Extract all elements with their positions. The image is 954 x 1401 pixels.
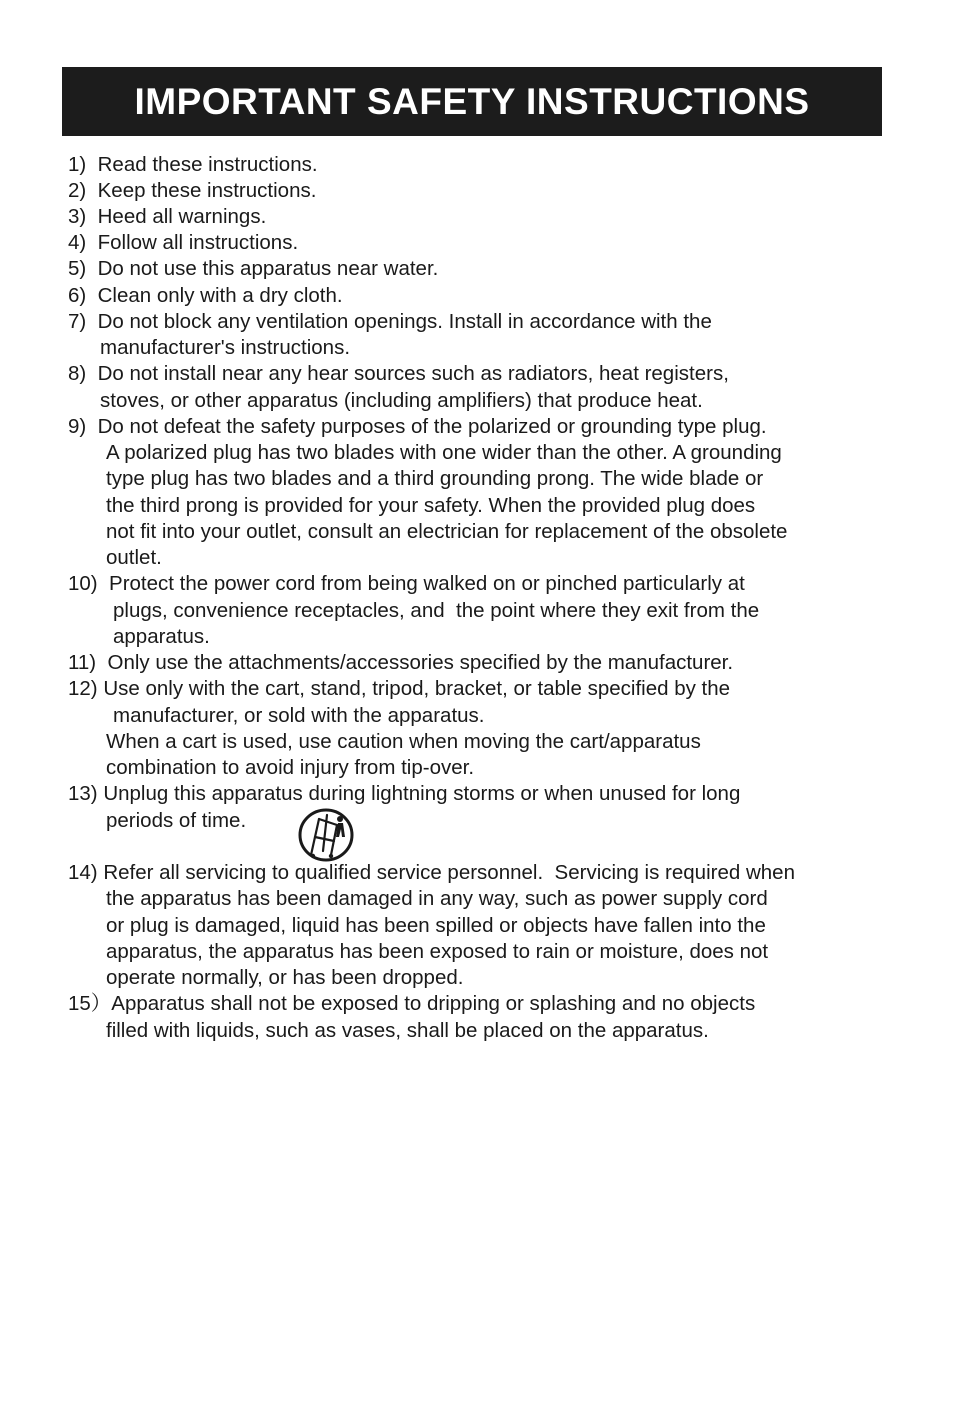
instruction-line: manufacturer's instructions. [100,336,351,359]
instruction-line: 1) Read these instructions. [68,153,318,176]
instruction-line: 5) Do not use this apparatus near water. [68,257,439,280]
instruction-line: manufacturer, or sold with the apparatus. [113,704,485,727]
instruction-line: 14) Refer all servicing to qualified service personnel. Servicing is required when [68,861,795,884]
instruction-line: the apparatus has been damaged in any way, such as power supply cord [106,887,768,910]
instruction-line: 6) Clean only with a dry cloth. [68,284,343,307]
instruction-line: stoves, or other apparatus (including amplifiers) that produce heat. [100,389,703,412]
instruction-line: 4) Follow all instructions. [68,231,299,254]
instruction-line: A polarized plug has two blades with one wider than the other. A grounding [106,441,782,464]
title-banner [62,67,882,136]
instruction-line: 11) Only use the attachments/accessories specified by the manufacturer. [68,651,734,674]
instruction-line: 15）Apparatus shall not be exposed to dripping or splashing and no objects [68,992,756,1015]
instruction-line: 12) Use only with the cart, stand, tripod, bracket, or table specified by the [68,677,731,700]
instruction-line: 9) Do not defeat the safety purposes of the polarized or grounding type plug. [68,415,767,438]
instruction-line: outlet. [106,546,162,569]
cart-tip-over-warning-icon [297,807,355,863]
instruction-line: not fit into your outlet, consult an electrician for replacement of the obsolete [106,520,788,543]
instruction-line: type plug has two blades and a third grounding prong. The wide blade or [106,467,764,490]
instruction-line: 2) Keep these instructions. [68,179,317,202]
instruction-line: the third prong is provided for your safety. When the provided plug does [106,494,756,517]
instruction-line: apparatus, the apparatus has been exposed to rain or moisture, does not [106,940,769,963]
instruction-line: apparatus. [113,625,210,648]
instruction-line: When a cart is used, use caution when moving the cart/apparatus [106,730,701,753]
instruction-line: periods of time. [106,809,247,832]
instruction-line: 10) Protect the power cord from being walked on or pinched particularly at [68,572,745,595]
instruction-line: plugs, convenience receptacles, and the point where they exit from the [113,599,760,622]
instruction-line: 7) Do not block any ventilation openings. Install in accordance with the [68,310,712,333]
instruction-line: operate normally, or has been dropped. [106,966,464,989]
instruction-line: 8) Do not install near any hear sources such as radiators, heat registers, [68,362,729,385]
instruction-line: combination to avoid injury from tip-over. [106,756,475,779]
instruction-line: or plug is damaged, liquid has been spilled or objects have fallen into the [106,914,766,937]
page-title: IMPORTANT SAFETY INSTRUCTIONS [134,80,810,122]
instruction-line: 13) Unplug this apparatus during lightning storms or when unused for long [68,782,741,805]
instruction-line: 3) Heed all warnings. [68,205,267,228]
instruction-line: filled with liquids, such as vases, shall be placed on the apparatus. [106,1019,709,1042]
